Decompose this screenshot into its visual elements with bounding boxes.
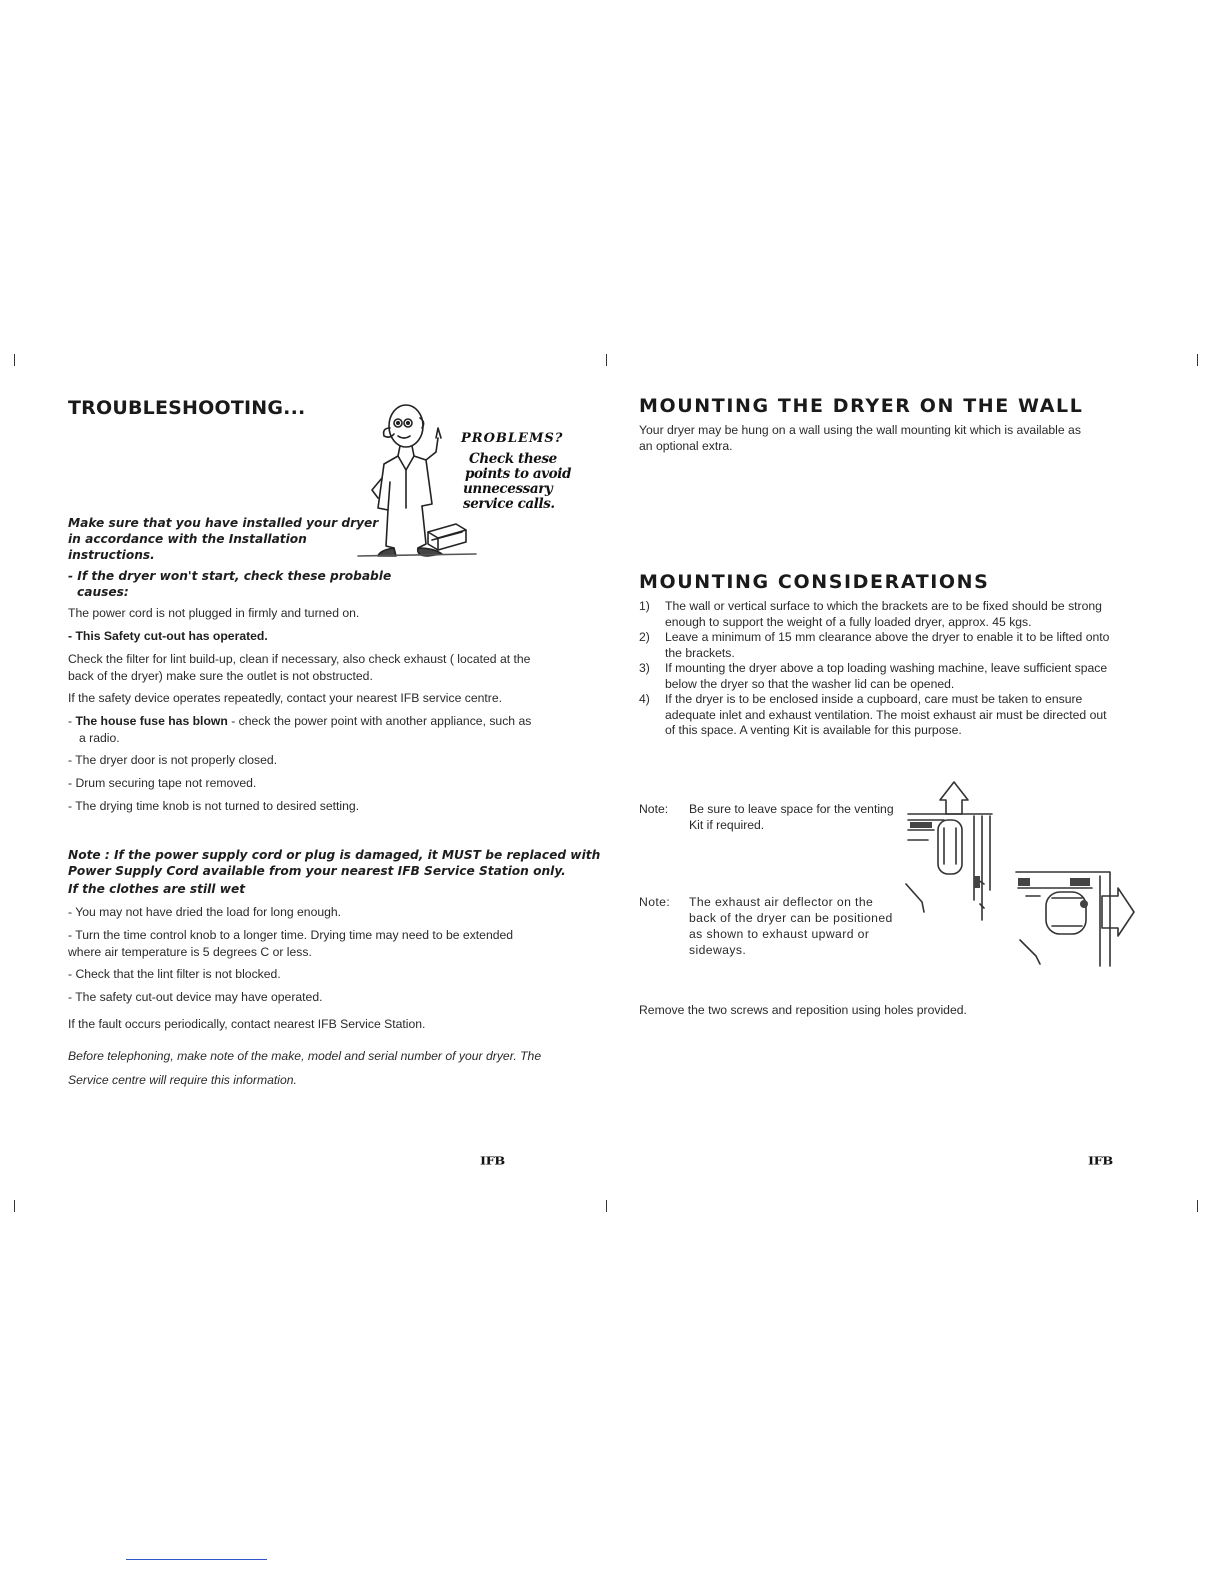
text-line: Kit if required.: [689, 818, 765, 832]
text-line: below the dryer so that the washer lid can be opened.: [665, 676, 955, 691]
text-line: the brackets.: [665, 645, 735, 660]
text-line: instructions.: [68, 548, 155, 562]
power-cord-text: The power cord is not plugged in firmly and turned on.: [68, 606, 360, 620]
list-item: [639, 599, 1149, 630]
crop-mark: [14, 1200, 15, 1212]
fuse-prefix: -: [68, 714, 76, 728]
fuse-blown-text: [68, 713, 531, 747]
power-cord-warning-note: [68, 847, 600, 879]
wet-cause-2: [68, 927, 513, 961]
wet-cause-1: - You may not have dried the load for long enough.: [68, 905, 342, 919]
wet-cause-3: - Check that the lint filter is not blocked.: [68, 967, 281, 981]
text-line: If the dryer is to be enclosed inside a cupboard, care must be taken to ensure: [665, 692, 1083, 706]
text-line: Before telephoning, make note of the make, model and serial number of your dryer. The: [68, 1049, 542, 1063]
list-item: [639, 630, 1149, 661]
text-line: enough to support the weight of a fully loaded dryer, approx. 45 kgs.: [665, 614, 1032, 629]
exhaust-deflector-note: [639, 894, 899, 960]
text-line: adequate inlet and exhaust ventilation. The moist exhaust air must be directed out: [665, 707, 1107, 722]
text-line: Your dryer may be hung on a wall using the wall mounting kit which is available as: [639, 423, 1081, 437]
remove-screws-text: Remove the two screws and reposition using holes provided.: [639, 1003, 967, 1017]
check-points-callout: [463, 452, 571, 512]
mounting-considerations-title: MOUNTING CONSIDERATIONS: [639, 571, 990, 593]
safety-cutout-heading: - This Safety cut-out has operated.: [68, 629, 268, 643]
knob-text: - The drying time knob is not turned to desired setting.: [68, 799, 360, 813]
safety-repeat-text: If the safety device operates repeatedly, contact your nearest IFB service centre.: [68, 691, 503, 705]
callout-line: service calls.: [463, 496, 555, 512]
text-line: in accordance with the Installation: [68, 532, 307, 546]
mounting-wall-title: MOUNTING THE DRYER ON THE WALL: [639, 395, 1084, 417]
install-instruction-note: [68, 515, 378, 563]
door-text: - The dryer door is not properly closed.: [68, 753, 278, 767]
fault-periodic-text: If the fault occurs periodically, contact nearest IFB Service Station.: [68, 1017, 426, 1031]
text-line: a radio.: [79, 731, 120, 745]
clothes-wet-heading: If the clothes are still wet: [68, 882, 246, 896]
wet-cause-4: - The safety cut-out device may have operated.: [68, 990, 323, 1004]
text-line: If mounting the dryer above a top loading washing machine, leave sufficient space: [665, 661, 1108, 675]
text-line: Leave a minimum of 15 mm clearance above the dryer to enable it to be lifted onto: [665, 630, 1110, 644]
text-line: causes:: [77, 585, 129, 599]
considerations-list: [639, 599, 1149, 739]
text-line: of this space. A venting Kit is available for this purpose.: [665, 723, 962, 737]
venting-kit-note: [639, 801, 909, 835]
crop-mark: [1197, 354, 1198, 366]
before-telephoning-text: [68, 1044, 541, 1092]
exhaust-sideways-diagram: [1012, 866, 1136, 972]
text-line: - If the dryer won't start, check these probable: [68, 569, 392, 583]
text-line: back of the dryer) make sure the outlet is not obstructed.: [68, 669, 373, 683]
blue-underline: [126, 1559, 267, 1560]
mounting-intro-text: [639, 423, 1081, 454]
item-number: 2): [639, 630, 650, 644]
ifb-logo: IFB: [480, 1155, 505, 1168]
text-line: an optional extra.: [639, 438, 733, 453]
note-label: Note:: [639, 895, 671, 909]
troubleshooting-title: TROUBLESHOOTING...: [68, 397, 306, 419]
fuse-blown-detail: - check the power point with another appliance, such as: [227, 714, 532, 728]
list-item: [639, 661, 1149, 692]
text-line: Power Supply Cord available from your nearest IFB Service Station only.: [68, 864, 566, 878]
text-line: Make sure that you have installed your dryer: [68, 516, 379, 530]
callout-line: unnecessary: [463, 481, 553, 497]
text-line: Note : If the power supply cord or plug is damaged, it MUST be replaced with: [68, 848, 601, 862]
callout-line: Check these: [469, 451, 557, 467]
text-line: where air temperature is 5 degrees C or less.: [68, 945, 312, 959]
text-line: Be sure to leave space for the venting: [689, 802, 894, 816]
item-number: 3): [639, 661, 650, 675]
note-label: Note:: [639, 802, 669, 816]
crop-mark: [1197, 1200, 1198, 1212]
text-line: back of the dryer can be positioned: [689, 911, 893, 925]
ifb-logo: IFB: [1088, 1155, 1113, 1168]
list-item: [639, 692, 1149, 739]
wont-start-heading: [68, 568, 391, 600]
text-line: The exhaust air deflector on the: [689, 895, 874, 909]
text-line: as shown to exhaust upward or: [689, 927, 870, 941]
crop-mark: [606, 354, 607, 366]
crop-mark: [606, 1200, 607, 1212]
callout-line: points to avoid: [465, 466, 572, 482]
text-line: Service centre will require this information.: [68, 1073, 297, 1087]
item-number: 1): [639, 599, 650, 613]
crop-mark: [14, 354, 15, 366]
fuse-blown-label: The house fuse has blown: [75, 714, 228, 728]
item-number: 4): [639, 692, 650, 706]
text-line: Check the filter for lint build-up, clean if necessary, also check exhaust ( located at the: [68, 652, 531, 666]
problems-label: PROBLEMS?: [461, 431, 564, 446]
check-filter-text: [68, 651, 530, 685]
text-line: The wall or vertical surface to which the brackets are to be fixed should be strong: [665, 599, 1102, 613]
text-line: - Turn the time control knob to a longer time. Drying time may need to be extended: [68, 928, 514, 942]
text-line: sideways.: [689, 943, 747, 957]
drum-text: - Drum securing tape not removed.: [68, 776, 257, 790]
exhaust-upward-diagram: [904, 780, 1000, 930]
